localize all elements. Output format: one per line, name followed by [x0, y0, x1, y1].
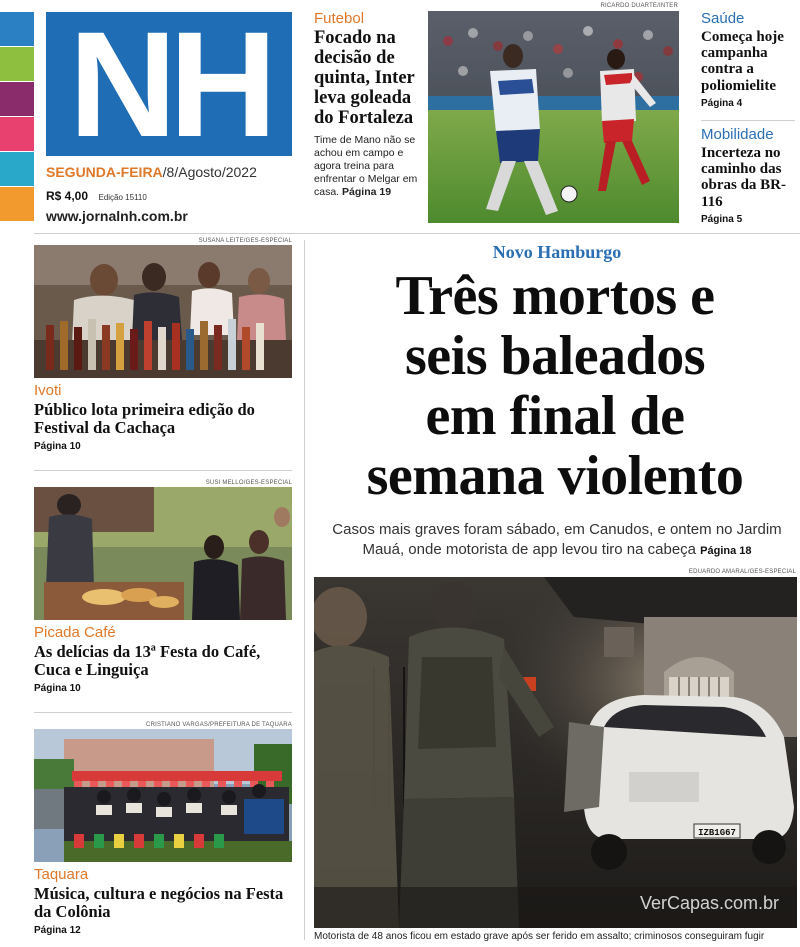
- stripe: [0, 12, 34, 46]
- headline-line: seis baleados: [405, 325, 705, 387]
- headline-line: Três mortos e: [395, 265, 715, 327]
- headline[interactable]: Música, cultura e negócios na Festa da Colônia: [34, 884, 284, 921]
- stripe: [0, 47, 34, 81]
- football-photo[interactable]: [428, 11, 679, 223]
- headline[interactable]: Começa hoje campanha contra a poliomielite: [701, 29, 784, 94]
- headline[interactable]: As delícias da 13ª Festa do Café, Cuca e Linguiça: [34, 642, 261, 679]
- colonia-photo[interactable]: [34, 729, 292, 862]
- stripe: [0, 82, 34, 116]
- headline-line: em final de: [425, 385, 685, 447]
- date: /8/Agosto/2022: [162, 164, 257, 180]
- edition: Edição 15110: [98, 193, 147, 202]
- headline[interactable]: Incerteza no caminho das obras da BR-116: [701, 145, 787, 210]
- side-story-ivoti[interactable]: [34, 382, 296, 452]
- divider: [34, 712, 292, 713]
- main-photo[interactable]: [314, 577, 797, 928]
- page-ref: Página 10: [34, 440, 81, 452]
- photo-credit: CRISTIANO VARGAS/PREFEITURA DE TAQUARA: [146, 722, 292, 728]
- page-ref: Página 4: [701, 97, 743, 109]
- logo-text: NH: [68, 0, 270, 168]
- deck-text: Casos mais graves foram sábado, em Canudos, e ontem no Jardim Mauá, onde motorista de app levou tiro na cabeça: [332, 521, 782, 559]
- page-ref: Página 18: [700, 545, 752, 558]
- divider: [34, 470, 292, 471]
- page-ref: Página 10: [34, 682, 81, 694]
- headline[interactable]: Focado na decisão de quinta, Inter leva goleada do Fortaleza: [314, 28, 415, 128]
- section-label: Picada Café: [34, 624, 116, 641]
- photo-credit: EDUARDO AMARAL/GES-ESPECIAL: [688, 569, 796, 575]
- side-story-picada-cafe[interactable]: [34, 624, 296, 694]
- photo-credit: SUSANA LEITE/GES-ESPECIAL: [198, 238, 292, 244]
- main-deck: [318, 520, 796, 561]
- stripe: [0, 117, 34, 151]
- brief-mobilidade[interactable]: [701, 126, 800, 225]
- section-label: Mobilidade: [701, 126, 774, 143]
- price: R$ 4,00: [46, 189, 89, 203]
- weekday: SEGUNDA-FEIRA: [46, 164, 163, 180]
- vertical-rule: [304, 240, 305, 940]
- license-plate: IZB1G67: [698, 828, 736, 838]
- summary-text: Time de Mano não se achou em campo e agora treina para enfrentar o Melgar em casa.: [314, 133, 418, 199]
- stripe: [0, 152, 34, 186]
- website-link[interactable]: www.jornalnh.com.br: [46, 208, 188, 224]
- section-label: Futebol: [314, 10, 365, 27]
- main-kicker: Novo Hamburgo: [492, 242, 622, 262]
- photo-caption: Motorista de 48 anos ficou em estado grave após ser ferido em assalto; criminosos conseguiram fugir: [314, 931, 765, 942]
- headline[interactable]: Público lota primeira edição do Festival da Cachaça: [34, 400, 255, 437]
- summary: [314, 134, 420, 200]
- date-line: [46, 164, 257, 180]
- headline-line: semana violento: [366, 445, 744, 507]
- side-story-taquara[interactable]: [34, 866, 296, 936]
- main-headline[interactable]: [310, 266, 800, 506]
- masthead-color-stripes: [0, 12, 34, 220]
- brief-saude[interactable]: [701, 10, 800, 109]
- stripe: [0, 187, 34, 221]
- photo-credit: RICARDO DUARTE/INTER: [600, 3, 678, 9]
- page-ref: Página 5: [701, 213, 743, 225]
- price-line: [46, 187, 147, 205]
- photo-credit: SUSI MELLO/GES-ESPECIAL: [205, 480, 292, 486]
- cachaca-photo[interactable]: [34, 245, 292, 378]
- page-ref: Página 19: [342, 186, 392, 199]
- section-label: Saúde: [701, 10, 745, 27]
- watermark: VerCapas.com.br: [639, 893, 779, 913]
- horizontal-rule: [34, 233, 800, 234]
- cafe-photo[interactable]: [34, 487, 292, 620]
- top-story[interactable]: [314, 10, 420, 199]
- logo-box[interactable]: [46, 0, 292, 168]
- divider: [701, 120, 795, 121]
- section-label: Taquara: [34, 866, 89, 883]
- section-label: Ivoti: [34, 382, 62, 399]
- page-ref: Página 12: [34, 924, 81, 936]
